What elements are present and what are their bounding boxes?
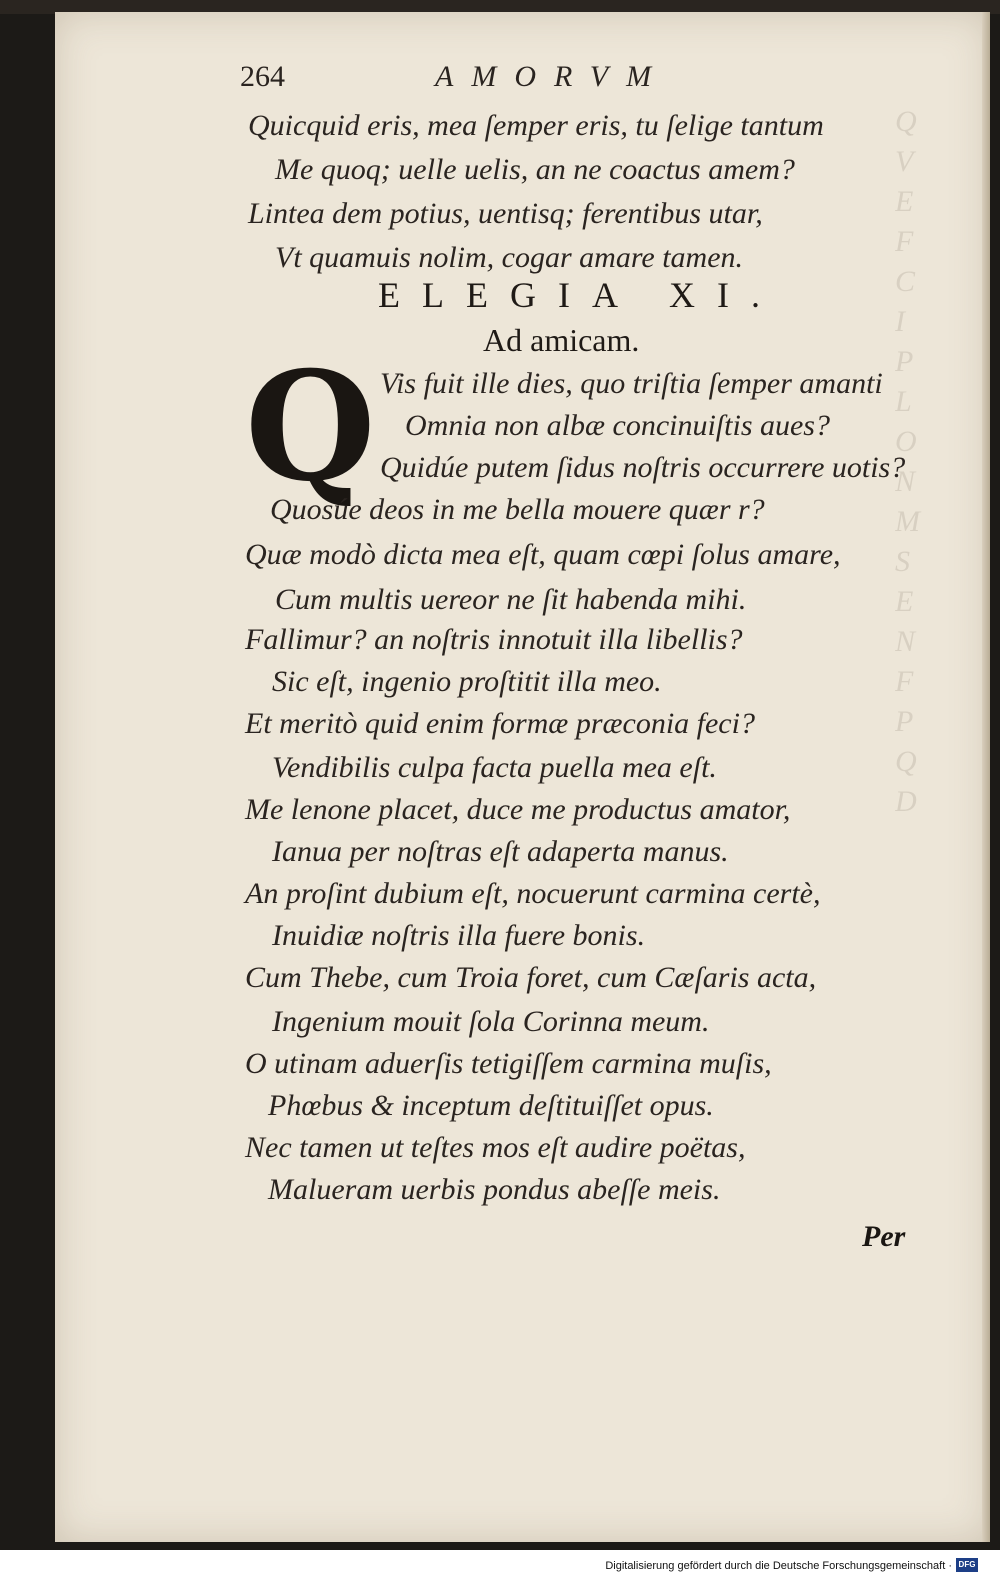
verse-line: Vt quamuis nolim, cogar amare tamen. — [275, 241, 744, 274]
bleed-through-text: Q V E F C I P L O N M S E N F P Q D — [895, 105, 920, 818]
verse-line: Me lenone placet, duce me productus amator, — [245, 793, 791, 826]
verse-line: Phœbus & inceptum deſtituiſſet opus. — [268, 1089, 714, 1122]
page-number: 264 — [240, 60, 285, 93]
verse-line: Ingenium mouit ſola Corinna meum. — [272, 1005, 710, 1038]
drop-capital: Q — [245, 339, 376, 515]
verse-line: Quicquid eris, mea ſemper eris, tu ſelige tantum — [248, 109, 824, 142]
footer-bar — [0, 1550, 1000, 1591]
page-header — [240, 60, 840, 100]
dfg-logo-icon: DFG — [956, 1558, 978, 1572]
verse-line: Sic eſt, ingenio proſtitit illa meo. — [272, 665, 662, 698]
verse-line: Et meritò quid enim formæ præconia feci? — [245, 707, 755, 740]
catchword: Per — [862, 1220, 906, 1253]
verse-line: Quosúe deos in me bella mouere quær r? — [270, 493, 765, 526]
verse-line: Cum Thebe, cum Troia foret, cum Cæſaris acta, — [245, 961, 817, 994]
verse-line: Malueram uerbis pondus abeſſe meis. — [268, 1173, 721, 1206]
verse-line: Me quoq; uelle uelis, an ne coactus amem? — [275, 153, 795, 186]
verse-line: An proſint dubium eſt, nocuerunt carmina certè, — [245, 877, 821, 910]
elegia-title: ELEGIA XI. — [378, 275, 782, 315]
verse-line: Inuidiæ noſtris illa fuere bonis. — [272, 919, 646, 952]
verse-line: Cum multis uereor ne ſit habenda mihi. — [275, 583, 747, 616]
verse-line: Quidúe putem ſidus noſtris occurrere uotis? — [380, 451, 906, 484]
footer-credit: Digitalisierung gefördert durch die Deutsche Forschungsgemeinschaft · — [605, 1560, 952, 1572]
running-title: AMORVM — [435, 60, 670, 93]
verse-line: Nec tamen ut teſtes mos eſt audire poëtas, — [245, 1131, 746, 1164]
verse-line: Fallimur? an noſtris innotuit illa libellis? — [245, 623, 743, 656]
verse-line: Vis fuit ille dies, quo triſtia ſemper amanti — [380, 367, 883, 400]
elegia-subtitle: Ad amicam. — [483, 322, 640, 358]
verse-line: O utinam aduerſis tetigiſſem carmina muſis, — [245, 1047, 772, 1080]
verse-line: Ianua per noſtras eſt adaperta manus. — [272, 835, 729, 868]
verse-line: Omnia non albæ concinuiſtis aues? — [405, 409, 830, 442]
verse-line: Quæ modò dicta mea eſt, quam cœpi ſolus amare, — [245, 538, 841, 571]
verse-line: Lintea dem potius, uentisq; ferentibus utar, — [248, 197, 763, 230]
verse-line: Vendibilis culpa facta puella mea eſt. — [272, 751, 717, 784]
